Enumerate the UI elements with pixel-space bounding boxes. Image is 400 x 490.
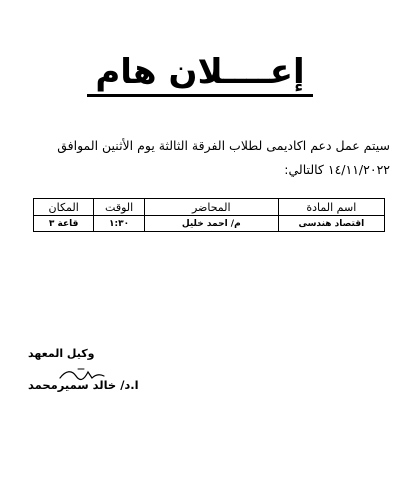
- table-header-row: [34, 199, 385, 216]
- table-row: [34, 216, 385, 232]
- announcement-line-1: سيتم عمل دعم اكاديمى لطلاب الفرقة الثالثة يوم الأثنين الموافق: [57, 138, 390, 153]
- cell-place: قاعة ٣: [34, 216, 94, 232]
- announcement-line-2: ١٤/١١/٢٠٢٢ كالتالي:: [284, 162, 390, 177]
- header-lecturer: المحاضر: [144, 199, 278, 216]
- signature-title: وكيل المعهد: [28, 347, 95, 360]
- cell-time: ١:٣٠: [94, 216, 145, 232]
- header-place: المكان: [34, 199, 94, 216]
- schedule-table: [33, 198, 385, 232]
- signature-name: ا.د/ خالد سميرمحمد: [28, 378, 139, 392]
- announcement-title: [0, 52, 400, 97]
- announcement-body: [30, 134, 390, 182]
- cell-lecturer: م/ احمد خليل: [144, 216, 278, 232]
- cell-subject: اقتصاد هندسى: [278, 216, 384, 232]
- header-subject: اسم المادة: [278, 199, 384, 216]
- header-time: الوقت: [94, 199, 145, 216]
- announcement-title-text: إعــــلان هام: [87, 52, 312, 97]
